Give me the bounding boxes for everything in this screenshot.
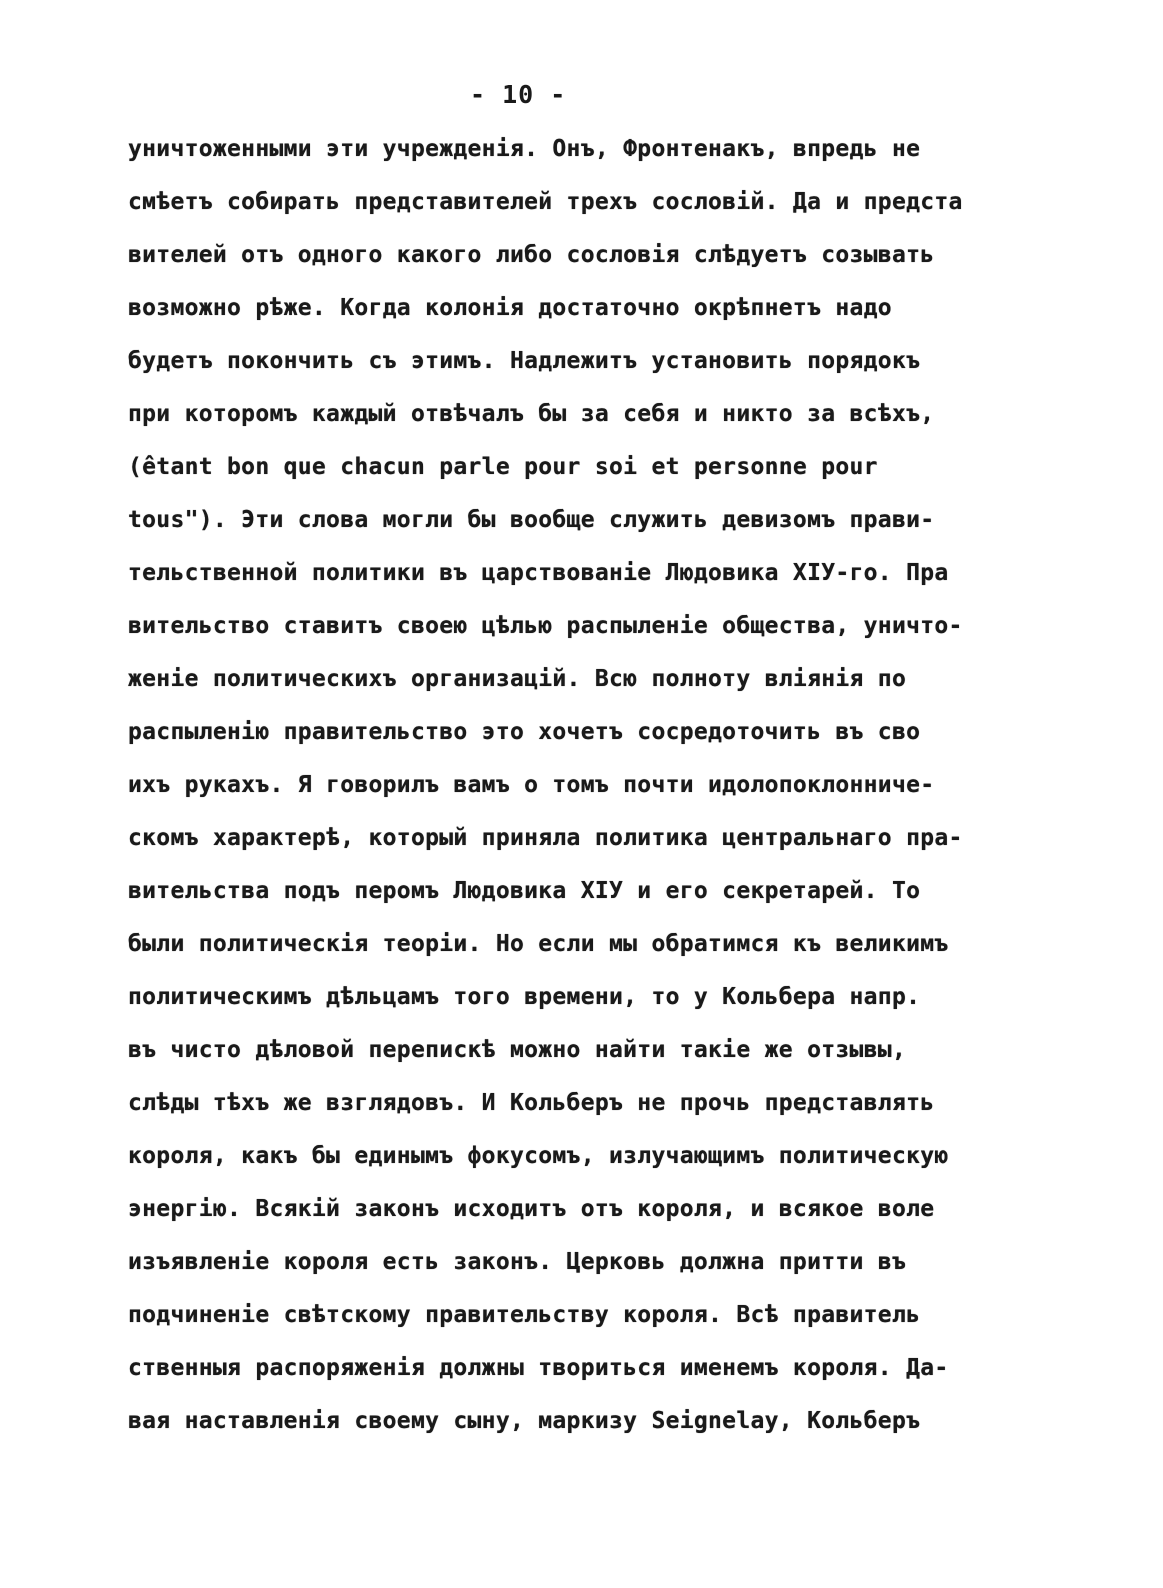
text-line: скомъ характерѣ, который приняла политика центральнаго пра-: [128, 825, 963, 851]
text-line: вительства подъ перомъ Людовика XIУ и его секретарей. То: [128, 878, 921, 904]
text-line: вительство ставитъ своею цѣлью распыленіе общества, уничто-: [128, 613, 963, 639]
text-line: подчиненіе свѣтскому правительству короля. Всѣ правитель: [128, 1302, 921, 1328]
page-number: - 10 -: [470, 80, 567, 109]
text-line: тельственной политики въ царствованіе Людовика XIУ-го. Пра: [128, 560, 949, 586]
text-line: возможно рѣже. Когда колонія достаточно окрѣпнетъ надо: [128, 295, 892, 321]
text-line: короля, какъ бы единымъ фокусомъ, излучающимъ политическую: [128, 1143, 949, 1169]
text-line: въ чисто дѣловой перепискѣ можно найти такіе же отзывы,: [128, 1037, 907, 1063]
text-line: энергію. Всякій законъ исходитъ отъ короля, и всякое воле: [128, 1196, 935, 1222]
text-line: будетъ покончить съ этимъ. Надлежитъ установить порядокъ: [128, 348, 921, 374]
text-line: изъявленіе короля есть законъ. Церковь должна притти въ: [128, 1249, 907, 1275]
text-line: были политическія теоріи. Но если мы обратимся къ великимъ: [128, 931, 949, 957]
text-line: слѣды тѣхъ же взглядовъ. И Кольберъ не прочь представлять: [128, 1090, 935, 1116]
text-line: tous"). Эти слова могли бы вообще служить девизомъ прави-: [128, 507, 935, 533]
text-line: смѣетъ собирать представителей трехъ сословій. Да и предста: [128, 189, 963, 215]
text-line: политическимъ дѣльцамъ того времени, то у Кольбера напр.: [128, 984, 921, 1010]
text-line: распыленію правительство это хочетъ сосредоточить въ сво: [128, 719, 921, 745]
text-line: (êtant bon que chacun parle pour soi et personne pour: [128, 454, 878, 480]
text-line: ственныя распоряженія должны твориться именемъ короля. Да-: [128, 1355, 949, 1381]
text-line: вая наставленія своему сыну, маркизу Seignelay, Кольберъ: [128, 1408, 921, 1434]
text-line: вителей отъ одного какого либо сословія слѣдуетъ созывать: [128, 242, 935, 268]
text-line: при которомъ каждый отвѣчалъ бы за себя и никто за всѣхъ,: [128, 401, 935, 427]
text-line: ихъ рукахъ. Я говорилъ вамъ о томъ почти идолопоклонниче-: [128, 772, 935, 798]
text-line: уничтоженными эти учрежденія. Онъ, Фронтенакъ, впредь не: [128, 136, 921, 162]
text-line: женіе политическихъ организацій. Всю полноту вліянія по: [128, 666, 907, 692]
